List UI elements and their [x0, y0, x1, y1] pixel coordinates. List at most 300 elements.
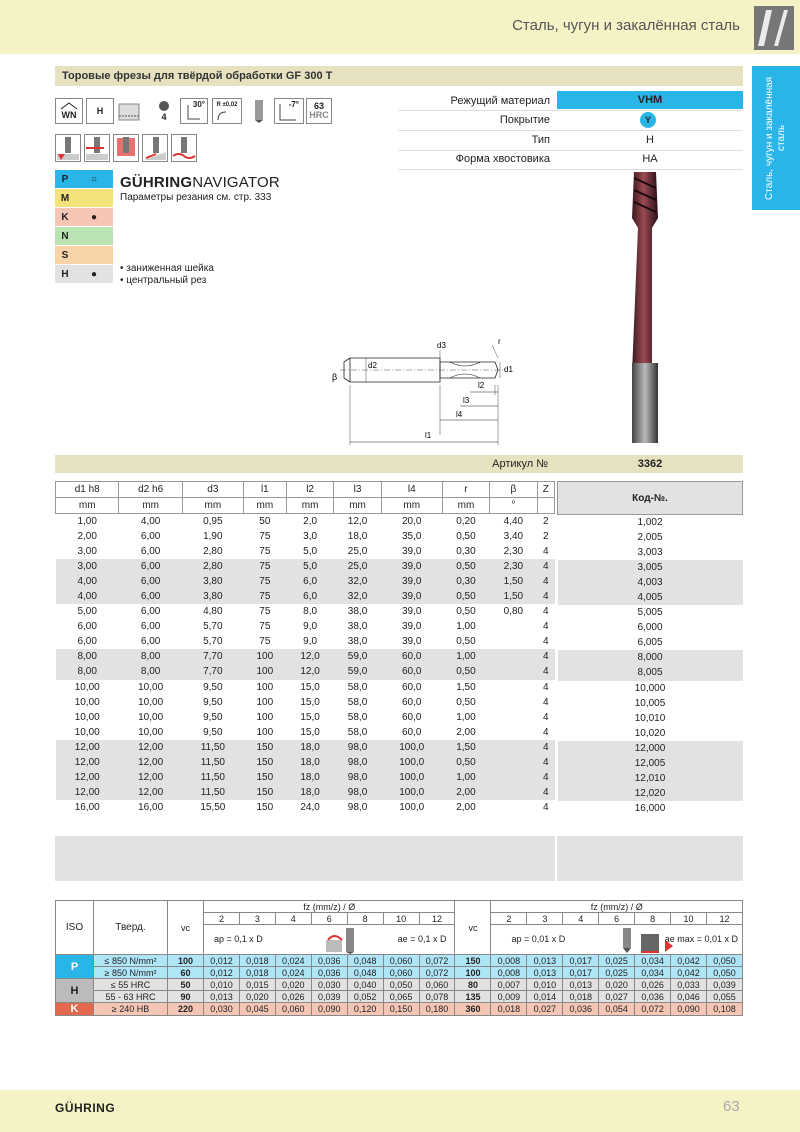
fz-value: 0,050: [706, 955, 742, 967]
spec-cell: 11,50: [182, 785, 243, 800]
slotting-icon: [55, 134, 81, 162]
spec-cell: [490, 755, 537, 770]
type-h-icon: [86, 98, 114, 124]
order-code[interactable]: 6,000: [558, 620, 743, 635]
fz-value: 0,020: [275, 979, 311, 991]
cutting-row: [56, 979, 743, 991]
fz-value: 0,036: [635, 991, 671, 1003]
spec-cell: 39,0: [381, 604, 442, 619]
vc-value: 360: [455, 1003, 491, 1016]
spec-cell: 38,0: [334, 634, 381, 649]
code-row: [558, 741, 743, 756]
order-code[interactable]: 1,002: [558, 515, 743, 530]
prop-type-value: H: [646, 134, 654, 146]
spec-cell: 75: [243, 619, 286, 634]
d3-label: d3: [437, 341, 446, 350]
spec-unit-cell: mm: [381, 498, 442, 514]
material-p: [55, 170, 113, 188]
spec-header-cell: l4: [381, 482, 442, 498]
spec-row: [56, 559, 555, 574]
spec-cell: [490, 770, 537, 785]
code-row: [558, 590, 743, 605]
spec-cell: 100: [243, 680, 286, 695]
order-code[interactable]: 8,005: [558, 665, 743, 680]
order-code[interactable]: 4,003: [558, 575, 743, 590]
spec-cell: 4: [537, 574, 554, 589]
fz-value: 0,020: [239, 991, 275, 1003]
fz-value: 0,090: [671, 1003, 707, 1016]
spec-cell: [490, 680, 537, 695]
spec-cell: 38,0: [334, 604, 381, 619]
spec-cell: 4,80: [182, 604, 243, 619]
cutting-row: [56, 955, 743, 967]
article-number: 3362: [637, 458, 663, 470]
spec-cell: 0,50: [442, 604, 489, 619]
material-suitability: ●: [90, 211, 98, 223]
cutting-params-note: Параметры резания см. стр. 333: [120, 192, 272, 203]
spec-row: [56, 514, 555, 529]
cutting-row: [56, 1003, 743, 1016]
fz-value: 0,050: [383, 979, 419, 991]
material-n: [55, 227, 113, 245]
spec-cell: 98,0: [334, 800, 381, 815]
spec-unit-cell: mm: [442, 498, 489, 514]
vc-value: 100: [168, 955, 204, 967]
fz-value: 0,045: [239, 1003, 275, 1016]
spec-cell: 2,80: [182, 544, 243, 559]
fz-value: 0,034: [635, 967, 671, 979]
copy-milling-icon: [171, 134, 197, 162]
cutting-row: [56, 967, 743, 979]
l1-label: l1: [425, 431, 432, 440]
spec-cell: 8,0: [286, 604, 333, 619]
spec-cell: 39,0: [381, 544, 442, 559]
spec-table: [55, 481, 555, 815]
fz-value: 0,030: [311, 979, 347, 991]
order-code[interactable]: 10,010: [558, 711, 743, 726]
hrc-icon: [306, 98, 332, 124]
fz-value: 0,150: [383, 1003, 419, 1016]
fz-value: 0,034: [635, 955, 671, 967]
spec-table-footer: [55, 836, 555, 881]
l4-label: l4: [456, 410, 463, 419]
fz-value: 0,060: [275, 1003, 311, 1016]
navigator-suffix: NAVIGATOR: [192, 174, 280, 191]
spec-cell: 150: [243, 785, 286, 800]
order-code[interactable]: 10,005: [558, 696, 743, 711]
diameter-cell: 12: [706, 913, 742, 925]
spec-cell: 2,0: [286, 514, 333, 529]
fz-value: 0,039: [311, 991, 347, 1003]
spec-cell: 12,00: [56, 785, 119, 800]
spec-cell: 6,00: [119, 634, 182, 649]
fz-value: 0,072: [419, 955, 455, 967]
section-tab[interactable]: Сталь, чугун и закалённая сталь: [752, 66, 800, 210]
spec-cell: 12,00: [56, 755, 119, 770]
d1-label: d1: [504, 365, 513, 374]
spec-cell: 6,00: [119, 604, 182, 619]
spec-cell: 2,00: [442, 800, 489, 815]
spec-cell: 4: [537, 800, 554, 815]
order-code[interactable]: 6,005: [558, 635, 743, 650]
ap-left: ap = 0,1 x D: [214, 934, 263, 944]
spec-unit-cell: mm: [286, 498, 333, 514]
spec-cell: 75: [243, 559, 286, 574]
end-mill-icon: [247, 98, 271, 124]
product-title: Торовые фрезы для твёрдой обработки GF 300 T: [62, 70, 333, 82]
fz-value: 0,018: [563, 991, 599, 1003]
prop-coating-label: Покрытие: [499, 114, 550, 126]
spec-cell: 60,0: [381, 664, 442, 679]
spec-header-cell: β: [490, 482, 537, 498]
spec-cell: 1,50: [442, 680, 489, 695]
prop-cutting-material-value: VHM: [557, 91, 743, 109]
order-code[interactable]: 8,000: [558, 650, 743, 665]
fz-value: 0,018: [239, 967, 275, 979]
spec-header-cell: l3: [334, 482, 381, 498]
brand-mark-icon: [754, 6, 794, 50]
code-row: [558, 530, 743, 545]
spec-cell: 100,0: [381, 740, 442, 755]
fz-value: 0,048: [347, 967, 383, 979]
spec-cell: 4: [537, 589, 554, 604]
spec-cell: 0,50: [442, 529, 489, 544]
r-label: r: [498, 337, 501, 346]
spec-cell: 38,0: [334, 619, 381, 634]
spec-cell: 4,40: [490, 514, 537, 529]
material-m: [55, 189, 113, 207]
spec-cell: 75: [243, 544, 286, 559]
spec-cell: 1,00: [442, 619, 489, 634]
spec-cell: 1,50: [490, 589, 537, 604]
spec-cell: 3,0: [286, 529, 333, 544]
angle-icon: [180, 98, 208, 124]
fz-value: 0,033: [671, 979, 707, 991]
spec-cell: 9,50: [182, 710, 243, 725]
spec-cell: 60,0: [381, 695, 442, 710]
spec-cell: 0,50: [442, 589, 489, 604]
spec-cell: 12,0: [286, 649, 333, 664]
fz-value: 0,036: [311, 967, 347, 979]
spec-cell: 0,50: [442, 695, 489, 710]
spec-cell: 0,80: [490, 604, 537, 619]
spec-cell: 6,00: [119, 559, 182, 574]
spec-cell: 2,00: [442, 785, 489, 800]
spec-cell: 20,0: [381, 514, 442, 529]
vc-value: 150: [455, 955, 491, 967]
fz-value: 0,036: [563, 1003, 599, 1016]
article-label: Артикул №: [492, 458, 548, 470]
spec-cell: 10,00: [119, 695, 182, 710]
code-row: [558, 786, 743, 801]
order-code[interactable]: 2,005: [558, 530, 743, 545]
spec-cell: 5,70: [182, 634, 243, 649]
spec-cell: 1,00: [56, 514, 119, 529]
spec-cell: 15,50: [182, 800, 243, 815]
fz-value: 0,065: [383, 991, 419, 1003]
spec-row: [56, 770, 555, 785]
spec-unit-cell: mm: [182, 498, 243, 514]
coating-badge: Y: [640, 112, 656, 128]
spec-cell: 5,0: [286, 544, 333, 559]
diameter-cell: 2: [204, 913, 240, 925]
code-row: [558, 575, 743, 590]
spec-row: [56, 604, 555, 619]
hardness-value: ≥ 850 N/mm²: [94, 967, 168, 979]
spec-cell: 6,00: [56, 634, 119, 649]
spec-row: [56, 664, 555, 679]
fz-value: 0,040: [347, 979, 383, 991]
code-row: [558, 515, 743, 530]
spec-cell: 7,70: [182, 664, 243, 679]
spec-cell: 15,0: [286, 710, 333, 725]
spec-cell: 8,00: [56, 649, 119, 664]
fz-value: 0,090: [311, 1003, 347, 1016]
spec-cell: 18,0: [286, 740, 333, 755]
spec-cell: 32,0: [334, 589, 381, 604]
diameter-cell: 8: [347, 913, 383, 925]
material-letter: M: [60, 192, 70, 204]
spec-cell: [490, 785, 537, 800]
wn-label: WN: [61, 110, 77, 120]
fz-value: 0,055: [706, 991, 742, 1003]
spec-header-cell: d2 h6: [119, 482, 182, 498]
ae-right: ae max = 0,01 x D: [664, 934, 738, 944]
diameter-cell: 8: [635, 913, 671, 925]
spec-cell: 12,00: [119, 755, 182, 770]
spec-row: [56, 725, 555, 740]
spec-cell: [490, 664, 537, 679]
spec-cell: 0,50: [442, 559, 489, 574]
spec-cell: 0,50: [442, 755, 489, 770]
fz-value: 0,027: [599, 991, 635, 1003]
spec-row: [56, 755, 555, 770]
fz-value: 0,036: [311, 955, 347, 967]
spec-cell: 6,00: [119, 589, 182, 604]
spec-cell: 25,0: [334, 544, 381, 559]
spec-cell: 10,00: [56, 710, 119, 725]
tool-drawing: [320, 330, 520, 455]
fz-value: 0,060: [383, 955, 419, 967]
fz-value: 0,010: [204, 979, 240, 991]
spec-cell: 60,0: [381, 649, 442, 664]
l3-label: l3: [463, 396, 470, 405]
flutes-icon: [150, 98, 178, 124]
fz-header-right: fz (mm/z) / Ø: [491, 901, 743, 913]
fz-value: 0,054: [599, 1003, 635, 1016]
guhring-navigator-logo: [120, 174, 280, 191]
navigator-brand: GÜHRING: [120, 174, 193, 191]
spec-header-cell: r: [442, 482, 489, 498]
spec-cell: 4: [537, 725, 554, 740]
vc-value: 220: [168, 1003, 204, 1016]
spec-row: [56, 680, 555, 695]
spec-cell: 39,0: [381, 574, 442, 589]
order-code[interactable]: 3,003: [558, 545, 743, 560]
spec-unit-cell: mm: [56, 498, 119, 514]
spec-row: [56, 785, 555, 800]
spec-cell: 18,0: [286, 755, 333, 770]
spec-cell: 4: [537, 755, 554, 770]
fz-value: 0,050: [706, 967, 742, 979]
vc-value: 80: [455, 979, 491, 991]
spec-cell: 100: [243, 710, 286, 725]
code-row: [558, 665, 743, 680]
spec-row: [56, 740, 555, 755]
fz-value: 0,052: [347, 991, 383, 1003]
spec-cell: [490, 740, 537, 755]
spec-cell: 10,00: [56, 695, 119, 710]
hardness-value: ≤ 55 HRC: [94, 979, 168, 991]
fz-value: 0,014: [527, 991, 563, 1003]
spec-cell: 0,20: [442, 514, 489, 529]
spec-cell: 100: [243, 725, 286, 740]
spec-cell: 4: [537, 680, 554, 695]
spec-cell: 9,50: [182, 695, 243, 710]
spec-cell: 0,30: [442, 574, 489, 589]
spec-cell: 24,0: [286, 800, 333, 815]
spec-cell: 18,0: [286, 770, 333, 785]
spec-cell: 150: [243, 770, 286, 785]
spec-cell: 39,0: [381, 619, 442, 634]
spec-cell: 10,00: [119, 710, 182, 725]
spec-header-row: [56, 482, 555, 498]
spec-cell: 3,40: [490, 529, 537, 544]
cutting-row: [56, 991, 743, 1003]
spec-cell: [490, 725, 537, 740]
spec-cell: [490, 800, 537, 815]
diameter-cell: 4: [563, 913, 599, 925]
hardness-value: ≥ 240 HB: [94, 1003, 168, 1016]
code-row: [558, 726, 743, 741]
spec-cell: 4: [537, 604, 554, 619]
spec-cell: 10,00: [119, 680, 182, 695]
spec-cell: 1,50: [442, 740, 489, 755]
spec-header-cell: d3: [182, 482, 243, 498]
spec-cell: 60,0: [381, 710, 442, 725]
type-h-label: H: [96, 106, 104, 116]
fz-value: 0,120: [347, 1003, 383, 1016]
hardness-header: Тверд.: [94, 901, 168, 955]
order-code[interactable]: 16,000: [558, 801, 743, 816]
spec-cell: 2: [537, 514, 554, 529]
spec-cell: 6,00: [119, 544, 182, 559]
radius-label: R ±0,02: [216, 102, 238, 108]
prop-shank-label: Форма хвостовика: [455, 153, 550, 165]
spec-cell: 35,0: [381, 529, 442, 544]
helix-angle-icon: [274, 98, 304, 124]
shank-icon: [117, 98, 147, 124]
code-row: [558, 650, 743, 665]
vc-value: 60: [168, 967, 204, 979]
spec-cell: 5,0: [286, 559, 333, 574]
spec-cell: 11,50: [182, 755, 243, 770]
code-header: Код-№.: [558, 482, 743, 515]
fz-value: 0,013: [204, 991, 240, 1003]
fz-value: 0,026: [635, 979, 671, 991]
material-k: [55, 208, 113, 226]
fz-header-left: fz (mm/z) / Ø: [204, 901, 455, 913]
code-row: [558, 801, 743, 816]
spec-cell: 59,0: [334, 664, 381, 679]
hrc-value: 63: [313, 101, 324, 111]
spec-cell: 150: [243, 800, 286, 815]
order-code[interactable]: 10,020: [558, 726, 743, 741]
spec-cell: 98,0: [334, 740, 381, 755]
engagement-left: [204, 925, 455, 955]
side-milling-icon: [324, 926, 364, 954]
order-code[interactable]: 3,005: [558, 560, 743, 575]
order-code[interactable]: 4,005: [558, 590, 743, 605]
spec-cell: 15,0: [286, 725, 333, 740]
fz-value: 0,024: [275, 967, 311, 979]
spec-cell: 3,80: [182, 574, 243, 589]
code-row: [558, 605, 743, 620]
diameter-cell: 6: [599, 913, 635, 925]
fz-value: 0,007: [491, 979, 527, 991]
spec-cell: 75: [243, 589, 286, 604]
fz-value: 0,012: [204, 955, 240, 967]
fz-value: 0,013: [563, 979, 599, 991]
spec-cell: 9,50: [182, 680, 243, 695]
spec-cell: 1,00: [442, 649, 489, 664]
spec-cell: 2: [537, 529, 554, 544]
engagement-right: [491, 925, 743, 955]
page-title: Сталь, чугун и закалённая сталь: [512, 17, 740, 34]
diameter-cell: 12: [419, 913, 455, 925]
diameter-cell: 3: [239, 913, 275, 925]
diameter-cell: 3: [527, 913, 563, 925]
fz-value: 0,060: [383, 967, 419, 979]
order-code[interactable]: 12,000: [558, 741, 743, 756]
spec-cell: 75: [243, 574, 286, 589]
spec-cell: 32,0: [334, 574, 381, 589]
spec-cell: 6,00: [119, 529, 182, 544]
spec-cell: [490, 649, 537, 664]
spec-cell: 6,00: [119, 574, 182, 589]
beta-label: β: [332, 372, 338, 382]
order-code[interactable]: 5,005: [558, 605, 743, 620]
fz-value: 0,072: [419, 967, 455, 979]
spec-cell: 12,00: [56, 770, 119, 785]
spec-units-row: [56, 498, 555, 514]
order-code[interactable]: 10,000: [558, 681, 743, 696]
spec-cell: 6,00: [56, 619, 119, 634]
diameter-cell: 4: [275, 913, 311, 925]
end-mill-photo: [620, 168, 670, 453]
spec-cell: 12,0: [334, 514, 381, 529]
fz-value: 0,008: [491, 967, 527, 979]
spec-cell: 2,00: [442, 725, 489, 740]
spec-cell: 98,0: [334, 785, 381, 800]
order-code[interactable]: 12,005: [558, 756, 743, 771]
code-table: [557, 481, 743, 816]
divider: [398, 130, 742, 131]
spec-cell: [490, 710, 537, 725]
fz-value: 0,015: [239, 979, 275, 991]
fz-value: 0,027: [527, 1003, 563, 1016]
material-suitability: ●: [90, 268, 98, 280]
spec-cell: 9,50: [182, 725, 243, 740]
spec-unit-cell: mm: [334, 498, 381, 514]
spec-cell: 12,0: [286, 664, 333, 679]
order-code[interactable]: 12,010: [558, 771, 743, 786]
spec-cell: 9,0: [286, 634, 333, 649]
order-code[interactable]: 12,020: [558, 786, 743, 801]
spec-cell: 18,0: [334, 529, 381, 544]
spec-cell: 100,0: [381, 755, 442, 770]
spec-cell: 12,00: [119, 740, 182, 755]
